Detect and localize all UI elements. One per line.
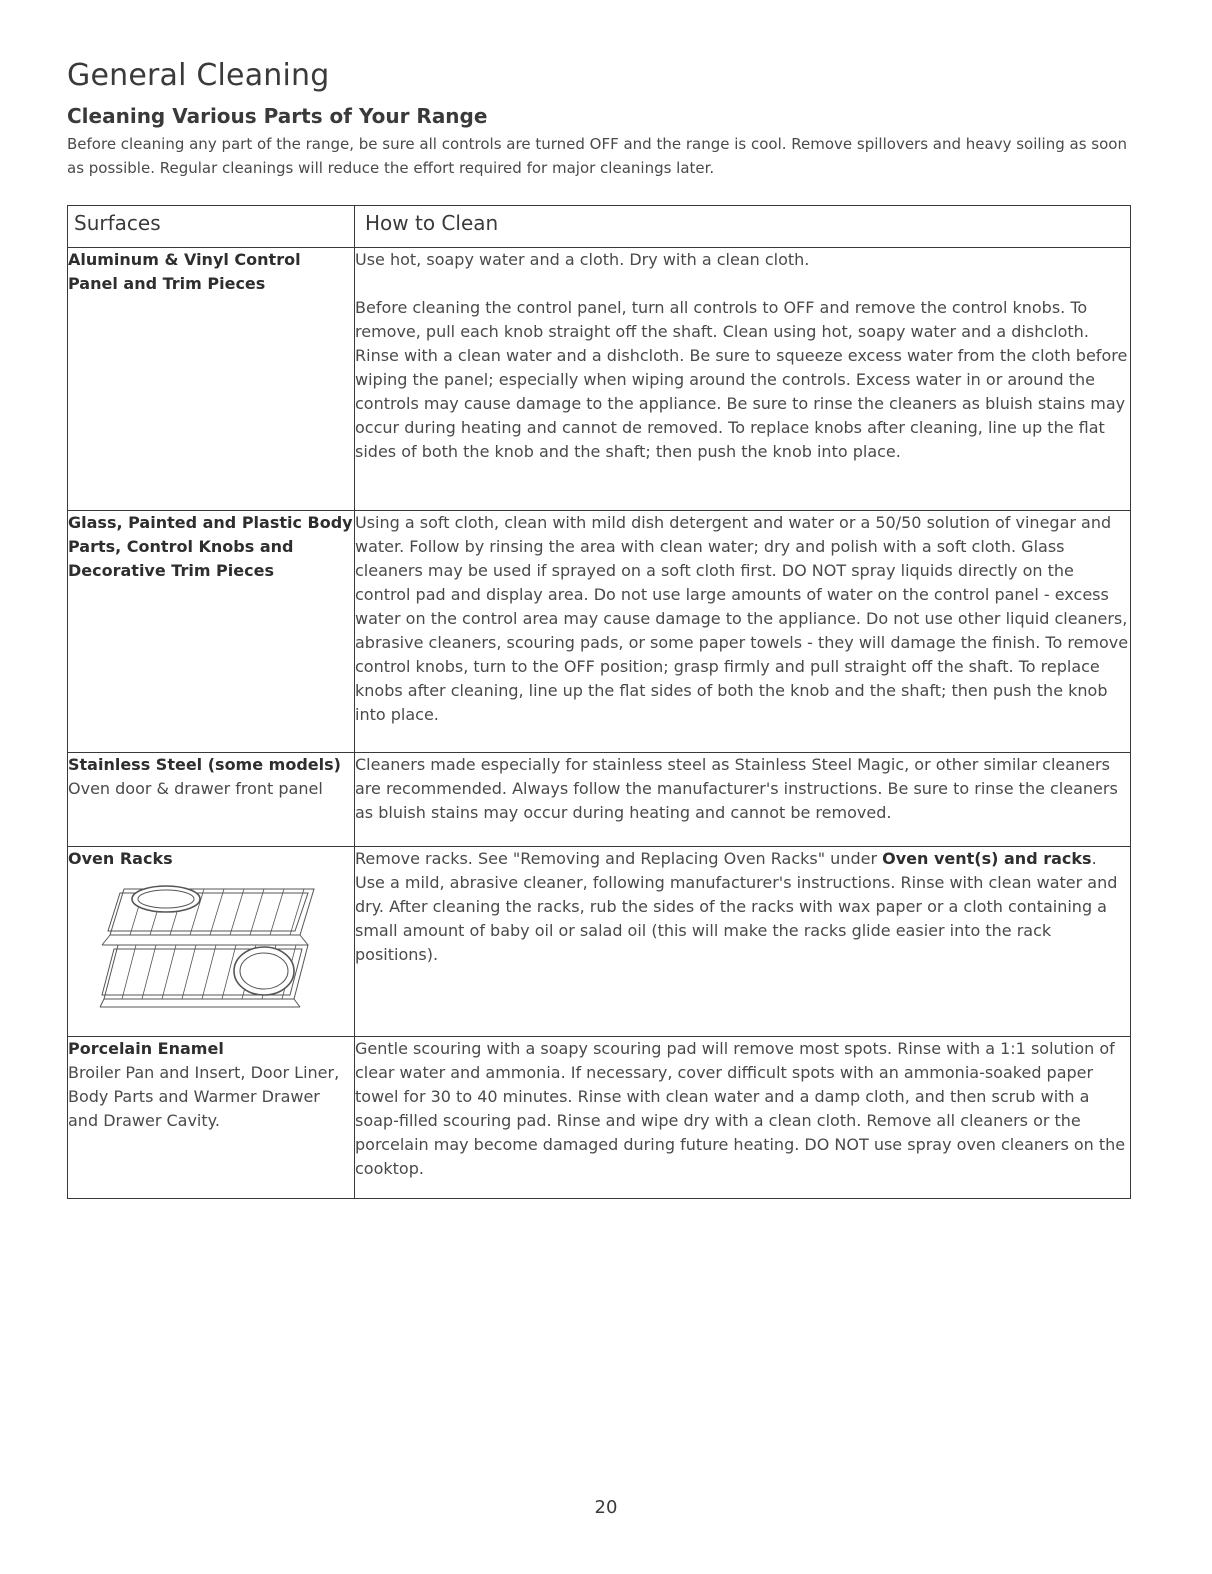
table-row (68, 847, 1131, 1037)
cleaning-table (67, 205, 1131, 1199)
page-number: 20 (594, 1497, 618, 1518)
instruction-text (355, 847, 1130, 967)
intro-paragraph: Before cleaning any part of the range, be sure all controls are turned OFF and the range is cool. Remove spillovers and heavy soiling as soon as possible. Regular cleanings will reduce the effort required for major cleanings later. (67, 135, 1127, 177)
surface-name: Aluminum & Vinyl Control Panel and Trim Pieces (68, 250, 301, 293)
table-row (68, 511, 1131, 753)
instruction-text: Cleaners made especially for stainless steel as Stainless Steel Magic, or other similar cleaners are recommended. Always follow the manufacturer's instructions. Be sure to rinse the cleaners as bluish stains may occur during heating and cannot be removed. (355, 755, 1118, 822)
instruction-text: Using a soft cloth, clean with mild dish detergent and water or a 50/50 solution of vinegar and water. Follow by rinsing the area with clean water; dry and polish with a soft cloth. Glass cleaners may be used if sprayed on a soft cloth first. DO NOT spray liquids directly on the control pad and display area. Do not use large amounts of water on the control panel - excess water on the control area may cause damage to the appliance. Do not use other liquid cleaners, abrasive cleaners, scouring pads, or some paper towels - they will damage the finish. To remove control knobs, turn to the OFF position; grasp firmly and pull straight off the shaft. To replace knobs after cleaning, line up the flat sides of both the knob and the shaft; then push the knob into place. (355, 513, 1129, 724)
table-row (68, 1037, 1131, 1199)
surface-cell (68, 248, 355, 511)
surface-cell (68, 847, 355, 1037)
surface-cell (68, 753, 355, 847)
instruction-text-part: Remove racks. See "Removing and Replacing Oven Racks" under (355, 849, 883, 868)
surface-name: Oven Racks (68, 849, 173, 868)
table-header-row (68, 206, 1131, 248)
how-to-clean-cell (355, 511, 1131, 753)
table-row (68, 753, 1131, 847)
section-subtitle: Cleaning Various Parts of Your Range (67, 104, 488, 128)
cross-reference: Oven vent(s) and racks (882, 849, 1092, 868)
surface-name: Glass, Painted and Plastic Body Parts, Control Knobs and Decorative Trim Pieces (68, 513, 353, 580)
surface-detail: Oven door & drawer front panel (68, 779, 323, 798)
oven-rack-illustration (96, 883, 326, 1015)
surface-cell (68, 1037, 355, 1199)
surface-detail: Broiler Pan and Insert, Door Liner, Body Parts and Warmer Drawer and Drawer Cavity. (68, 1063, 340, 1130)
instruction-text: Before cleaning the control panel, turn all controls to OFF and remove the control knobs. To remove, pull each knob straight off the shaft. Clean using hot, soapy water and a dishcloth. Rinse with a clean water and a dishcloth. Be sure to squeeze excess water from the cloth before wiping the panel; especially when wiping around the controls. Excess water in or around the controls may cause damage to the appliance. Be sure to rinse the cleaners as bluish stains may occur during heating and cannot de removed. To replace knobs after cleaning, line up the flat sides of both the knob and the shaft; then push the knob into place. (355, 298, 1128, 461)
page-title: General Cleaning (67, 58, 330, 93)
instruction-text: Use hot, soapy water and a cloth. Dry with a clean cloth. (355, 250, 810, 269)
instruction-text-part: . Use a mild, abrasive cleaner, following manufacturer's instructions. Rinse with clean water and dry. After cleaning the racks, rub the sides of the racks with wax paper or a cloth containing a small amount of baby oil or salad oil (this will make the racks glide easier into the rack positions). (355, 849, 1118, 964)
surface-cell (68, 511, 355, 753)
surface-name-text: Stainless Steel (some models) (68, 755, 341, 774)
table-row (68, 248, 1131, 511)
instruction-text: Gentle scouring with a soapy scouring pad will remove most spots. Rinse with a 1:1 solution of clear water and ammonia. If necessary, cover difficult spots with an ammonia-soaked paper towel for 30 to 40 minutes. Rinse with clean water and a damp cloth, and then scrub with a soap-filled scouring pad. Rinse and wipe dry with a clean cloth. Remove all cleaners or the porcelain may become damaged during future heating. DO NOT use spray oven cleaners on the cooktop. (355, 1039, 1126, 1178)
how-to-clean-cell (355, 847, 1131, 1037)
how-to-clean-cell (355, 753, 1131, 847)
surface-name: Porcelain Enamel (68, 1039, 224, 1058)
how-to-clean-cell (355, 1037, 1131, 1199)
how-to-clean-cell (355, 248, 1131, 511)
column-header-how-to-clean: How to Clean (355, 206, 1131, 248)
column-header-surfaces: Surfaces (68, 206, 355, 248)
surface-name (68, 753, 354, 801)
